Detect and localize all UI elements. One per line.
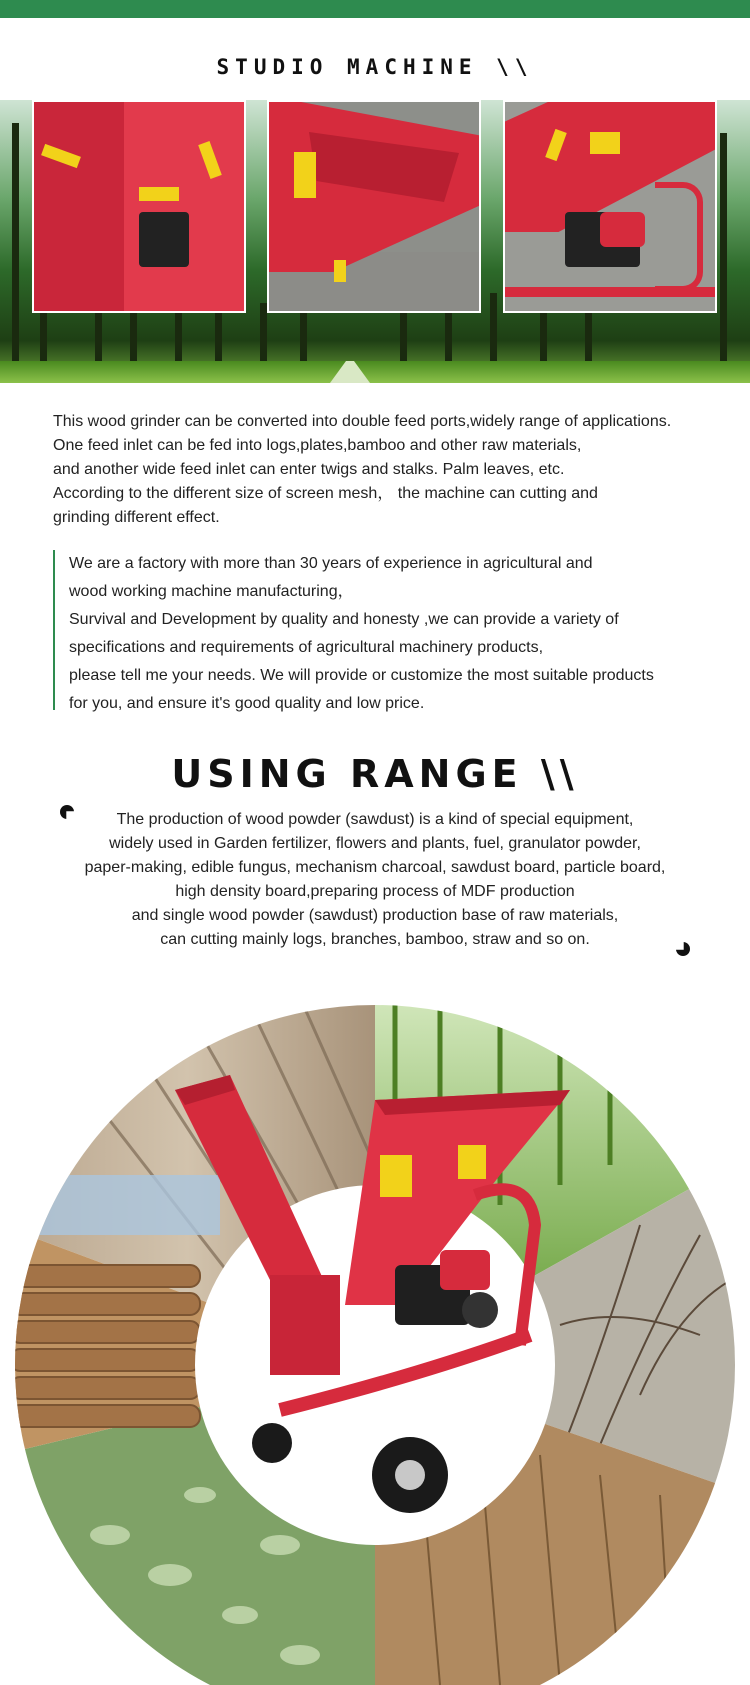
intro-line: One feed inlet can be fed into logs,plates,bamboo and other raw materials, (53, 437, 582, 454)
quote-line: wood working machine manufacturing， (69, 583, 354, 600)
photo-feed-port (32, 100, 246, 313)
quote-line: for you, and ensure it's good quality and low price. (69, 695, 425, 712)
intro-paragraph (53, 410, 723, 530)
using-range-paragraph (60, 808, 690, 952)
intro-line: and another wide feed inlet can enter twigs and stalks. Palm leaves, etc. (53, 461, 565, 478)
range-line: can cutting mainly logs, branches, bamboo, straw and so on. (160, 931, 590, 948)
studio-machine-heading: STUDIO MACHINE \\ (216, 55, 534, 79)
range-line: and single wood powder (sawdust) production base of raw materials, (131, 907, 619, 924)
range-line: high density board,preparing process of MDF production (175, 883, 575, 900)
photo-wide-hopper (267, 100, 481, 313)
range-line: paper-making, edible fungus, mechanism charcoal, sawdust board, particle board, (84, 859, 666, 876)
factory-quote-block (53, 550, 713, 710)
photo-engine-frame (503, 100, 717, 313)
quote-line: Survival and Development by quality and honesty ,we can provide a variety of (69, 611, 619, 628)
intro-line: According to the different size of screen mesh， the machine can cutting and (53, 485, 598, 502)
quote-line: We are a factory with more than 30 years of experience in agricultural and (69, 555, 593, 572)
using-range-heading: USING RANGE \\ (171, 752, 579, 796)
quote-line: please tell me your needs. We will provide or customize the most suitable products (69, 667, 654, 684)
intro-line: grinding different effect. (53, 509, 220, 526)
range-line: The production of wood powder (sawdust) is a kind of special equipment, (116, 811, 634, 828)
top-accent-bar (0, 0, 750, 18)
materials-wheel-figure (0, 975, 750, 1685)
intro-line: This wood grinder can be converted into double feed ports,widely range of applications. (53, 413, 672, 430)
quote-line: specifications and requirements of agricultural machinery products, (69, 639, 544, 656)
range-line: widely used in Garden fertilizer, flowers and plants, fuel, granulator powder, (109, 835, 641, 852)
